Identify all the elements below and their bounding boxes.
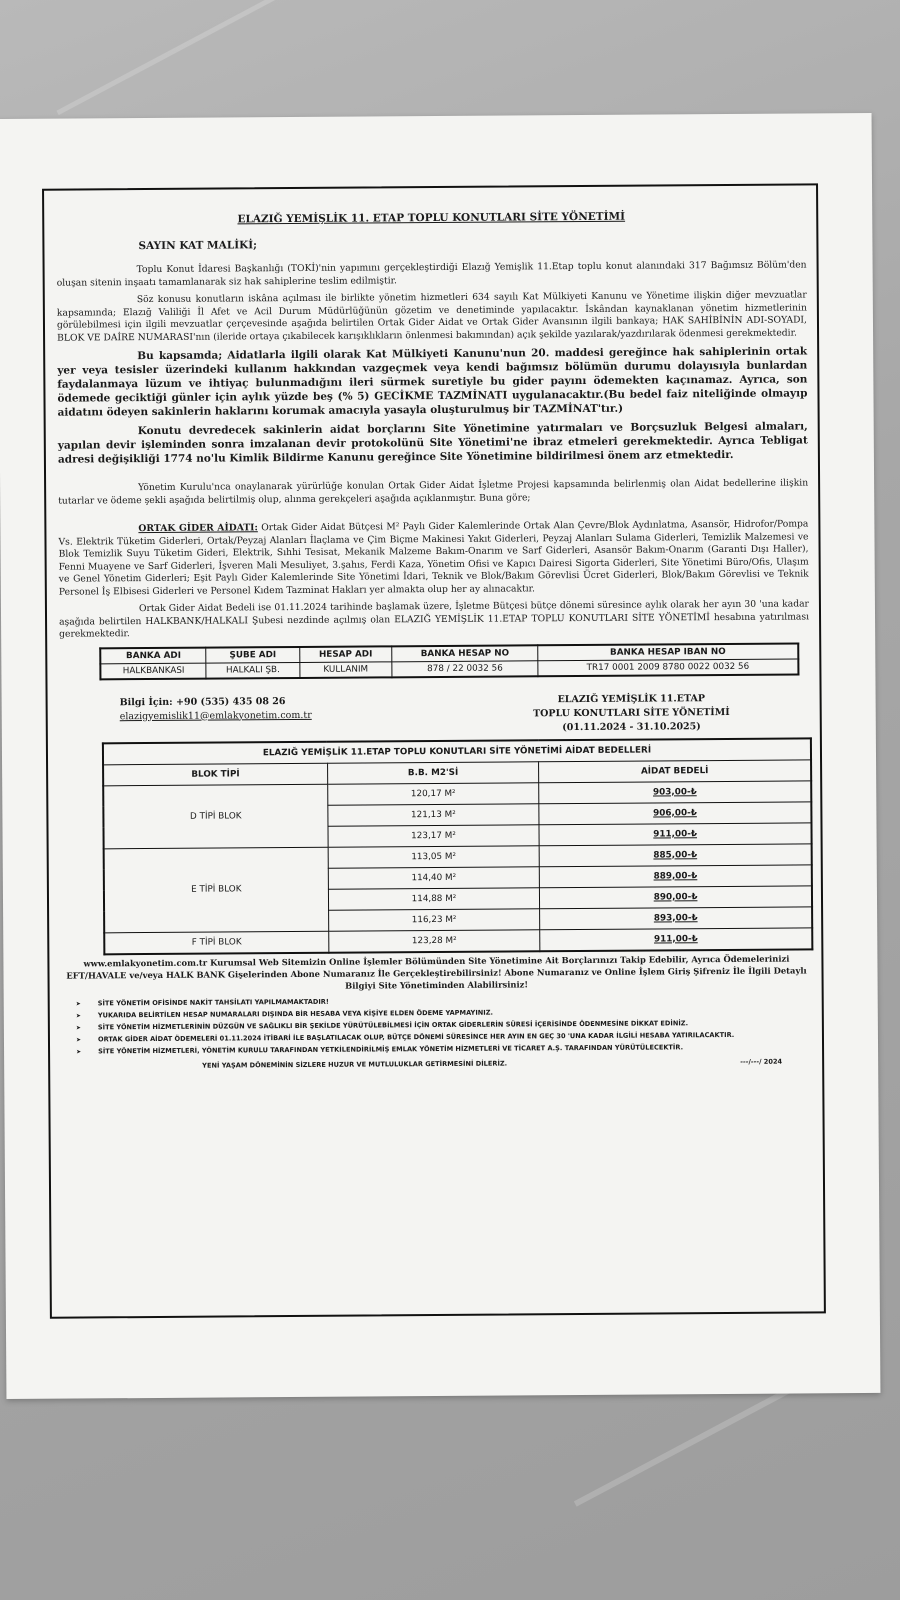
fees-table xyxy=(102,737,813,955)
common-expense-text: Ortak Gider Aidat Bütçesi M² Paylı Gider Kalemlerinde Ortak Alan Çevre/Blok Aydınlatma, Asansör, Hidrofor/Pompa Vs. Elektrik Tüketim Giderleri, Ortak/Peyzaj Alanları İlaçlama ve Çim Biçme Makinesi Yakıt Giderleri, Peyzaj Alanları Sulama Giderleri, Temizlik Malzemesi ve Blok Temizlik Suyu Tüketim Gideri, Elektrik, Sıhhi Tesisat, Mekanik Malzeme Bakım-Onarım ve Sarf Giderleri, Asansör Bakım-Onarım (Garanti Dışı Haller), Fenni Muayene ve Sarf Giderleri, İşveren Mali Mesuliyet, 3.şahıs, Ferdi Kaza, Yönetim Ofisi ve Kapıcı Dairesi Sigorta Giderleri, Site Yönetimi Büro/Ofis, Ulaşım ve Genel Yönetim Giderleri; Eşit Paylı Gider Kalemlerinde Site Yönetimi İdari, Teknik ve Blok/Bakım Görevlisi Ücret Giderleri, Blok/Bakım Görevlisi ve Teknik Personel İş Elbisesi Giderleri ve Personel Kıdem Tazminat Hakları yer almakta olup her ay alınacaktır. xyxy=(58,518,809,598)
block-type-cell: F TİPİ BLOK xyxy=(104,931,328,954)
bank-header-cell: BANKA HESAP NO xyxy=(392,645,538,662)
area-cell: 120,17 M² xyxy=(327,782,539,804)
notes-list xyxy=(62,994,812,1056)
list-item: ➤ SİTE YÖNETİM HİZMETLERİNİN DÜZGÜN VE SAĞLIKLI BİR ŞEKİLDE YÜRÜTÜLEBİLMESİ İÇİN ORTAK GİDERLERİN SÜRESİ İÇERİSİNDE ÖDENMESİNE DİKKAT EDİNİZ. xyxy=(76,1018,812,1032)
list-item: ➤ SİTE YÖNETİM HİZMETLERİ, YÖNETİM KURULU TARAFINDAN YETKİLENDİRİLMİŞ EMLAK YÖNETİM HİZMETLERİ VE TİCARET A.Ş. TARAFINDAN YÜRÜTÜLECEKTİR. xyxy=(76,1042,812,1056)
contact-phone: Bilgi İçin: +90 (535) 435 08 26 xyxy=(119,695,286,708)
bank-cell: 878 / 22 0032 56 xyxy=(392,660,538,677)
fee-cell: 911,00-₺ xyxy=(540,927,812,950)
area-cell: 123,17 M² xyxy=(328,824,540,846)
area-cell: 114,40 M² xyxy=(328,866,540,888)
fee-cell: 889,00-₺ xyxy=(539,864,811,887)
paragraph-transfer: Konutu devredecek sakinlerin aidat borçlarını Site Yönetimine yatırmaları ve Borçsuzluk Belgesi almaları, yapılan devir işleminden sonra imzalanan devir protokolünü Site Yönetimi'ne ibraz etmeleri gerekmektedir. Ayrıca Tebligat adresi değişikliği 1774 no'lu Kimlik Bildirme Kanunu gereğince Site Yönetimine bildirilmesi önem arz etmektedir. xyxy=(57,420,808,466)
notice-paper xyxy=(0,113,880,1399)
table-row xyxy=(104,927,812,953)
bank-cell: TR17 0001 2009 8780 0022 0032 56 xyxy=(538,658,798,675)
paragraph-management: Söz konusu konutların iskâna açılması ile birlikte yönetim hizmetleri 634 sayılı Kat Mülkiyeti Kanunu ve Yönetime ilişkin diğer mevzuatlar kapsamında; Elazığ Valiliği İl Afet ve Acil Durum Müdürlüğünün gözetim ve denetiminde yapılacaktır. İskândan kaynaklanan yönetim hizmetlerinin görülebilmesi için ilgili mevzuatlar çerçevesinde aşağıda belirtilen Ortak Gider Aidat ve Ortak Gider Avansının ilgili bankaya; HAK SAHİBİNİN ADI-SOYADI, BLOK VE DAİRE NUMARASI'nın (ileride ortaya çıkabilecek karışıklıkların önlenmesi bakımından) açık şekilde yazılarak/yazdırılarak ödenmesi gerekmektedir. xyxy=(56,289,808,344)
area-cell: 116,23 M² xyxy=(328,908,540,930)
contact-info xyxy=(120,694,312,737)
wall-streak xyxy=(574,1379,806,1506)
org-name-line2: TOPLU KONUTLARI SİTE YÖNETİMİ xyxy=(533,706,730,719)
paragraph-project: Yönetim Kurulu'nca onaylanarak yürürlüğe konulan Ortak Gider Aidat İşletme Projesi kapsamında belirlenmiş olan Aidat bedellerine ilişkin tutarlar ve ödeme şekli aşağıda belirtilmiş olup, alınma gerekçeleri aşağıda açıklanmıştır. Buna göre; xyxy=(58,477,809,507)
fee-cell: 906,00-₺ xyxy=(539,801,811,824)
area-cell: 123,28 M² xyxy=(328,929,540,952)
paragraph-law: Bu kapsamda; Aidatlarla ilgili olarak Kat Mülkiyeti Kanunu'nun 20. maddesi gereğince hak sahiplerinin ortak yer veya tesisler üzerindeki kullanım hakkından vazgeçmek veya kendi bağımsız bölümün durumu dolayısıyla bunlardan faydalanmaya lüzum ve ihtiyaç bulunmadığını ileri sürmek suretiyle bu gider payını ödemekten kaçınamaz. Ayrıca, son ödemede geciktiği günler için aylık yüzde beş (% 5) GECİKME TAZMİNATI uygulanacaktır.(Bu bedel faiz niteliğinde olmayıp aidatını ödeyen sakinlerin haklarını korumak amacıyla yasayla oluşturulmuş bir TAZMİNAT'tır.) xyxy=(57,345,808,419)
bank-table xyxy=(99,642,799,680)
bank-header-cell: BANKA HESAP IBAN NO xyxy=(538,643,798,660)
paragraph-payment: Ortak Gider Aidat Bedeli ise 01.11.2024 tarihinde başlamak üzere, İşletme Bütçesi bütçe dönemi süresince aylık olarak her ayın 30 'una kadar aşağıda belirtilen HALKBANK/HALKALI Şubesi nezdinde açılmış olan ELAZIĞ YEMİŞLİK 11.ETAP TOPLU KONUTLARI SİTE YÖNETİMİ hesabına yatırılması gerekmektedir. xyxy=(59,598,810,640)
fees-header-cell: BLOK TİPİ xyxy=(103,763,327,786)
bank-header-cell: HESAP ADI xyxy=(299,646,392,662)
wall-streak xyxy=(56,0,323,115)
fees-header-cell: B.B. M2'Sİ xyxy=(327,761,539,783)
organization-signature xyxy=(533,691,730,734)
paragraph-common-expense xyxy=(58,518,809,598)
list-item: ➤ YUKARIDA BELİRTİLEN HESAP NUMARALARI DIŞINDA BİR HESABA VEYA KİŞİYE ELDEN ÖDEME YAPMAYINIZ. xyxy=(76,1006,812,1020)
fee-cell: 885,00-₺ xyxy=(539,843,811,866)
bank-cell: HALKALI ŞB. xyxy=(206,662,299,678)
common-expense-label: ORTAK GİDER AİDATI: xyxy=(138,522,258,535)
closing-message: YENİ YAŞAM DÖNEMİNİN SİZLERE HUZUR VE MUTLULUKLAR GETİRMESİNİ DİLERİZ. xyxy=(202,1059,508,1070)
fee-cell: 911,00-₺ xyxy=(539,822,811,845)
block-type-cell: D TİPİ BLOK xyxy=(103,784,328,849)
bank-header-cell: BANKA ADI xyxy=(100,647,206,663)
list-item: ➤ SİTE YÖNETİM OFİSİNDE NAKİT TAHSİLATI YAPILMAMAKTADIR! xyxy=(76,994,812,1008)
contact-email[interactable]: elazigyemislik11@emlakyonetim.com.tr xyxy=(119,709,312,722)
salutation: SAYIN KAT MALİKİ; xyxy=(138,239,258,253)
fee-cell: 893,00-₺ xyxy=(540,906,812,929)
bank-cell: HALKBANKASI xyxy=(100,663,206,679)
fees-table-title: ELAZIĞ YEMİŞLİK 11.ETAP TOPLU KONUTLARI SİTE YÖNETİMİ AİDAT BEDELLERİ xyxy=(103,738,811,764)
contact-block xyxy=(120,691,810,738)
online-services-notice: www.emlakyonetim.com.tr Kurumsal Web Sitemizin Online İşlemler Bölümünden Site Yönetimine Ait Borçlarınızı Takip Edebilir, Ayrıca Ödemelerinizi EFT/HAVALE ve/veya HALK BANK Gişelerinden Abone Numaranız İle Gerçekleştirebilirsiniz! Abone Numaranız ve Online İşlem Giriş Şifreniz İle İlgili Detaylı Bilgiyi Site Yönetiminden Alabilirsiniz! xyxy=(66,953,807,991)
fee-cell: 890,00-₺ xyxy=(540,885,812,908)
fee-cell: 903,00-₺ xyxy=(539,780,811,803)
list-item: ➤ ORTAK GİDER AİDAT ÖDEMELERİ 01.11.2024 İTİBARİ İLE BAŞLATILACAK OLUP, BÜTÇE DÖNEMİ SÜRESİNCE HER AYIN EN GEÇ 30 'UNA KADAR İLGİLİ HESABA YATIRILACAKTIR. xyxy=(76,1030,812,1044)
notice-frame xyxy=(42,183,826,1318)
document-title: ELAZIĞ YEMİŞLİK 11. ETAP TOPLU KONUTLARI SİTE YÖNETİMİ xyxy=(237,210,626,226)
document-date: ---/---/ 2024 xyxy=(740,1057,783,1066)
bank-cell: KULLANIM xyxy=(299,661,392,677)
area-cell: 114,88 M² xyxy=(328,887,540,909)
paragraph-intro: Toplu Konut İdaresi Başkanlığı (TOKİ)'nin yapımını gerçekleştirdiği Elazığ Yemişlik 11.Etap toplu konut alanındaki 317 Bağımsız Bölüm'den oluşan sitenin inşaatı tamamlanarak siz hak sahiplerine teslim edilmiştir. xyxy=(56,259,807,289)
closing-line xyxy=(202,1057,782,1069)
area-cell: 113,05 M² xyxy=(328,845,540,867)
area-cell: 121,13 M² xyxy=(328,803,540,825)
budget-period: (01.11.2024 - 31.10.2025) xyxy=(562,720,701,733)
bank-header-cell: ŞUBE ADI xyxy=(206,646,299,662)
block-type-cell: E TİPİ BLOK xyxy=(104,847,329,933)
org-name-line1: ELAZIĞ YEMİŞLİK 11.ETAP xyxy=(557,692,706,705)
fees-header-cell: AİDAT BEDELİ xyxy=(539,759,811,782)
